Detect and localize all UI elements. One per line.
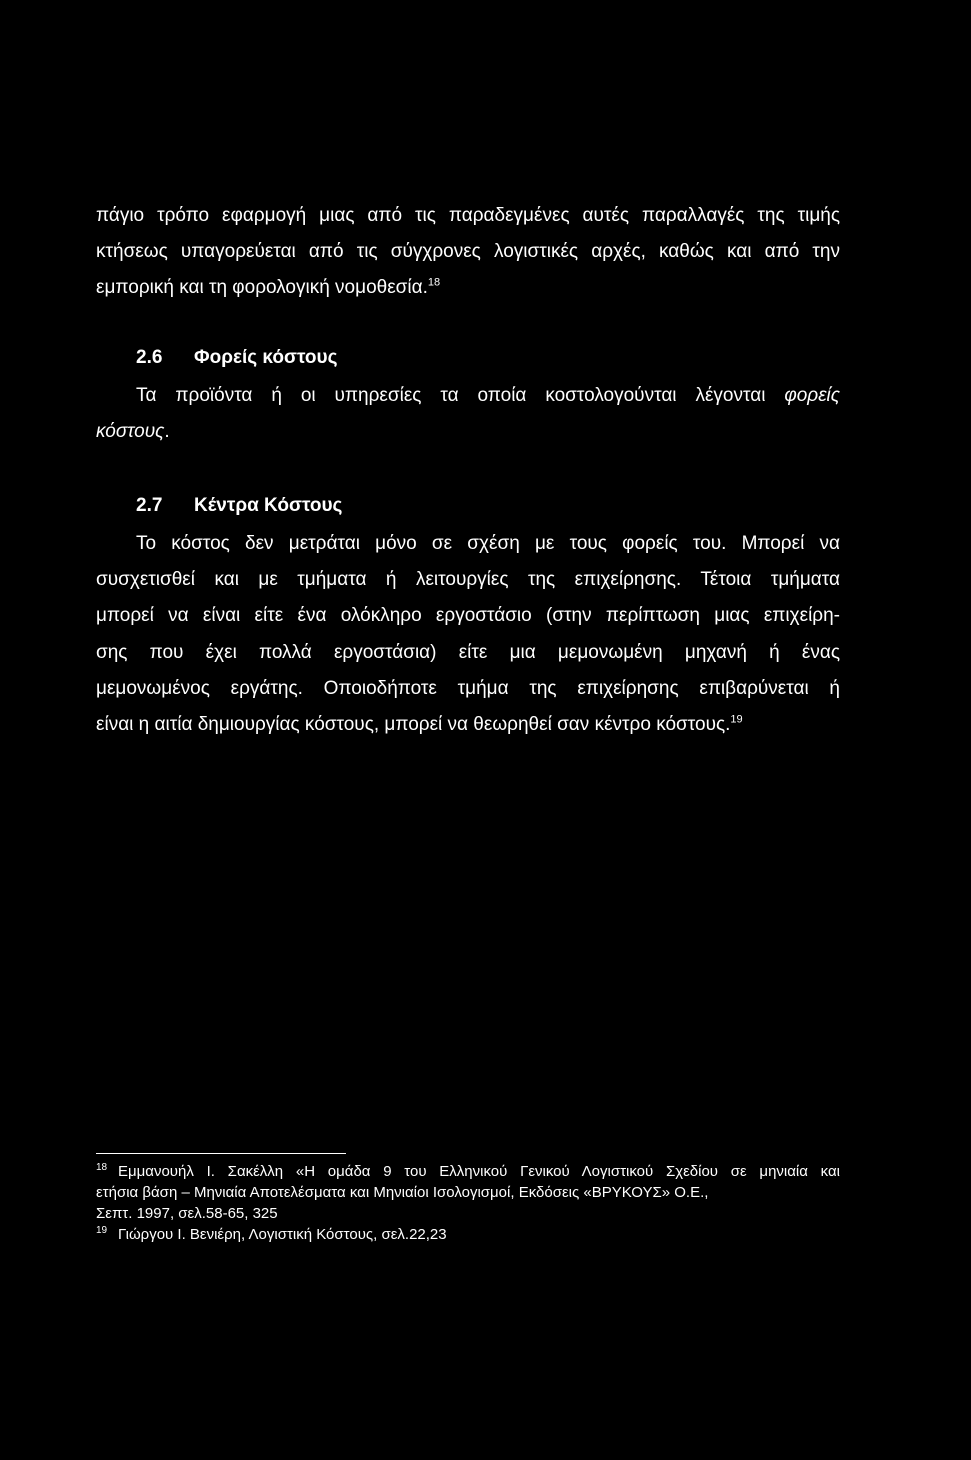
footnote-text: Εμμανουήλ Ι. Σακέλλη «Η ομάδα 9 του Ελληνικού Γενικού Λογιστικού Σχεδίου σε μηνιαία και [118,1163,840,1180]
paragraph-line: κτήσεως υπαγορεύεται από τις σύγχρονες λογιστικές αρχές, καθώς και από την [96,241,840,262]
paragraph-line [136,384,840,408]
footnote-separator [96,1153,346,1154]
paragraph-text: εμπορική και τη φορολογική νομοθεσία. [96,277,428,298]
footnote-18: 18 Εμμανουήλ Ι. Σακέλλη «Η ομάδα 9 του Ελληνικού Γενικού Λογιστικού Σχεδίου σε μηνιαία και [96,1162,840,1180]
paragraph-line: μπορεί να είναι είτε ένα ολόκληρο εργοστάσιο (στην περίπτωση μιας επιχείρη- [96,605,840,626]
footnote-ref-18: 18 [427,276,441,289]
section-heading-2-7 [136,494,840,518]
paragraph-text: Τα προϊόντα ή οι υπηρεσίες τα οποία κοστολογούνται λέγονται [136,385,785,406]
paragraph-line: συσχετισθεί και με τμήματα ή λειτουργίες της επιχείρησης. Τέτοια τμήματα [96,569,840,590]
paragraph-line [96,713,840,737]
paragraph-line: πάγιο τρόπο εφαρμογή μιας από τις παραδεγμένες αυτές παραλλαγές της τιμής [96,205,840,226]
footnote-text: Γιώργου Ι. Βενιέρη, Λογιστική Κόστους, σελ.22,23 [118,1226,447,1243]
section-title: Φορείς κόστους [194,347,338,368]
section-number: 2.7 [136,495,163,516]
italic-term: φορείς [784,385,840,406]
section-number: 2.6 [136,347,163,368]
paragraph-line [96,420,840,444]
paragraph-text: είναι η αιτία δημιουργίας κόστους, μπορεί να θεωρηθεί σαν κέντρο κόστους. [96,714,731,735]
footnote-19: 19 Γιώργου Ι. Βενιέρη, Λογιστική Κόστους, σελ.22,23 [96,1225,447,1243]
paragraph-line [96,276,840,300]
paragraph-line: σης που έχει πολλά εργοστάσια) είτε μια μεμονωμένη μηχανή ή ένας [96,642,840,663]
paragraph-text: . [164,421,170,442]
footnote-line: Σεπτ. 1997, σελ.58-65, 325 [96,1205,278,1222]
section-title: Κέντρα Κόστους [194,495,343,516]
italic-term: κόστους [96,421,165,442]
section-heading-2-6 [136,346,840,370]
footnote-line: ετήσια βάση – Μηνιαία Αποτελέσματα και Μηνιαίοι Ισολογισμοί, Εκδόσεις «ΒΡΥΚΟΥΣ» Ο.Ε., [96,1184,709,1201]
paragraph-line: μεμονωμένος εργάτης. Οποιοδήποτε τμήμα της επιχείρησης επιβαρύνεται ή [96,678,840,699]
footnote-ref-19: 19 [730,713,743,726]
paragraph-line: Το κόστος δεν μετράται μόνο σε σχέση με τους φορείς του. Μπορεί να [136,533,840,554]
